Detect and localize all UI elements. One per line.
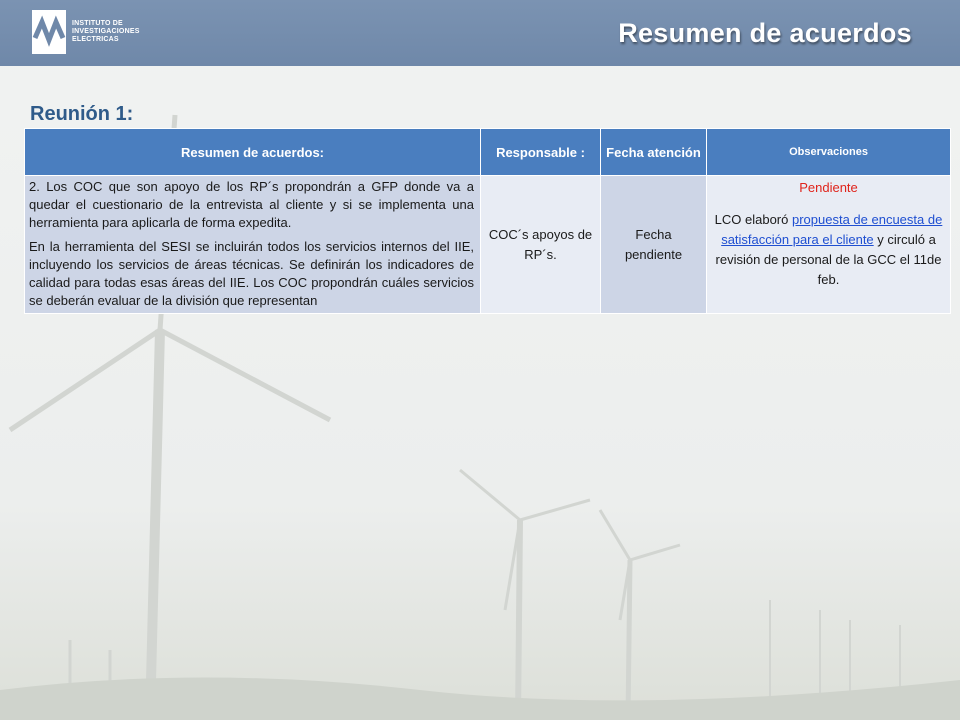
observations-cell [707,176,951,314]
summary-cell [25,176,481,314]
header-date: Fecha atención [601,129,707,176]
slide-title: Resumen de acuerdos [618,18,912,48]
table-row [25,176,951,314]
summary-paragraph-2: En la herramienta del SESI se incluirán todos los servicios internos del IIE, incluyendo los servicios de áreas técnicas. Se definirán los indicadores de calidad para todas esas áreas del IIE. Los COC propondrán cuáles servicios se deberán evaluar de la división que representan [29,239,474,308]
logo-text: INSTITUTO DE INVESTIGACIONES ELECTRICAS [72,20,140,43]
observation-prefix: LCO elaboró [714,212,792,227]
table-header-row [25,129,951,176]
logo-wave-icon [32,10,66,54]
summary-paragraph-1: 2. Los COC que son apoyo de los RP´s propondrán a GFP donde va a quedar el cuestionario de la entrevista al cliente y si se implementa una herramienta para aplicarla de forma expedita. [29,179,474,230]
header-observations: Observaciones [707,129,951,176]
date-cell: Fecha pendiente [601,176,707,314]
header-summary: Resumen de acuerdos: [25,129,481,176]
header-responsible: Responsable : [481,129,601,176]
agreements-table [24,128,951,314]
survey-proposal-link[interactable]: propuesta de encuesta de satisfacción para el cliente [721,212,943,247]
meeting-label: Reunión 1: [30,103,134,125]
header-band [0,0,960,66]
observation-suffix: y circuló a revisión de personal de la GCC el 11de feb. [715,232,942,287]
status-text: Pendiente [799,180,858,195]
responsible-cell: COC´s apoyos de RP´s. [481,176,601,314]
institute-logo [32,10,140,54]
